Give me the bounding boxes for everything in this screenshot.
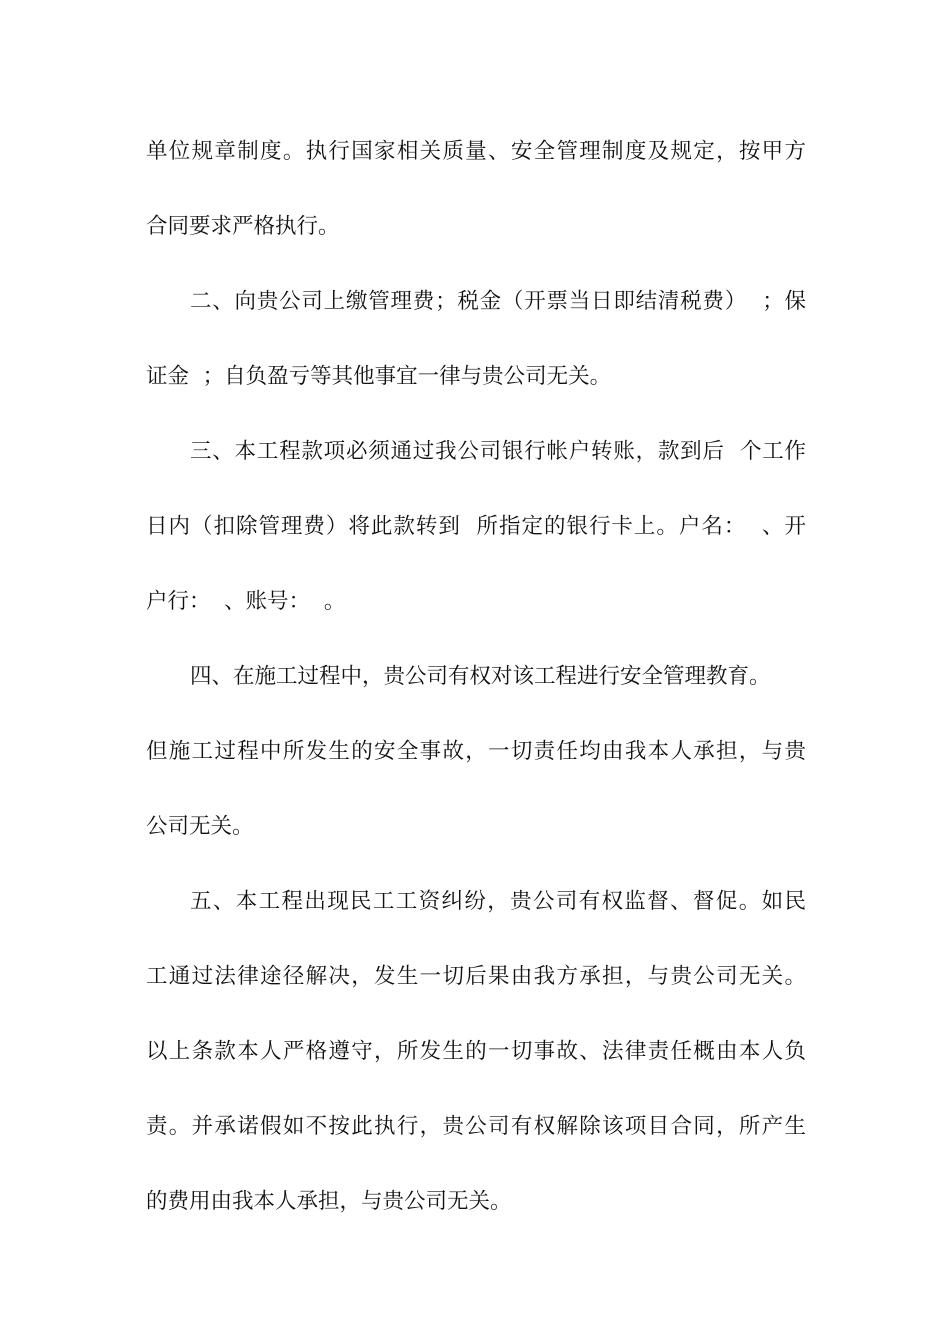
paragraph-2-line: 二、向贵公司上缴管理费；税金（开票当日即结清税费） ；保 (190, 289, 806, 314)
text-line: 公司无关。 (146, 814, 254, 839)
text-line: 单位规章制度。执行国家相关质量、安全管理制度及规定，按甲方 (146, 139, 806, 164)
text-line: 证金 ；自负盈亏等其他事宜一律与贵公司无关。 (146, 364, 612, 389)
paragraph-5-line: 五、本工程出现民工工资纠纷，贵公司有权监督、督促。如民 (190, 889, 806, 914)
text-line: 合同要求严格执行。 (146, 214, 340, 239)
text-line: 责。并承诺假如不按此执行，贵公司有权解除该项目合同，所产生 (146, 1114, 806, 1139)
text-line: 户行： 、账号： 。 (146, 589, 346, 614)
paragraph-3-line: 三、本工程款项必须通过我公司银行帐户转账，款到后 个工作 (190, 439, 806, 464)
paragraph-4-line: 四、在施工过程中，贵公司有权对该工程进行安全管理教育。 (190, 664, 771, 689)
text-line: 但施工过程中所发生的安全事故，一切责任均由我本人承担，与贵 (146, 739, 806, 764)
text-line: 以上条款本人严格遵守，所发生的一切事故、法律责任概由本人负 (146, 1039, 806, 1064)
text-line: 的费用由我本人承担，与贵公司无关。 (146, 1189, 512, 1214)
text-line: 日内（扣除管理费）将此款转到 所指定的银行卡上。户名： 、开 (146, 514, 806, 539)
text-line: 工通过法律途径解决，发生一切后果由我方承担，与贵公司无关。 (146, 964, 806, 989)
